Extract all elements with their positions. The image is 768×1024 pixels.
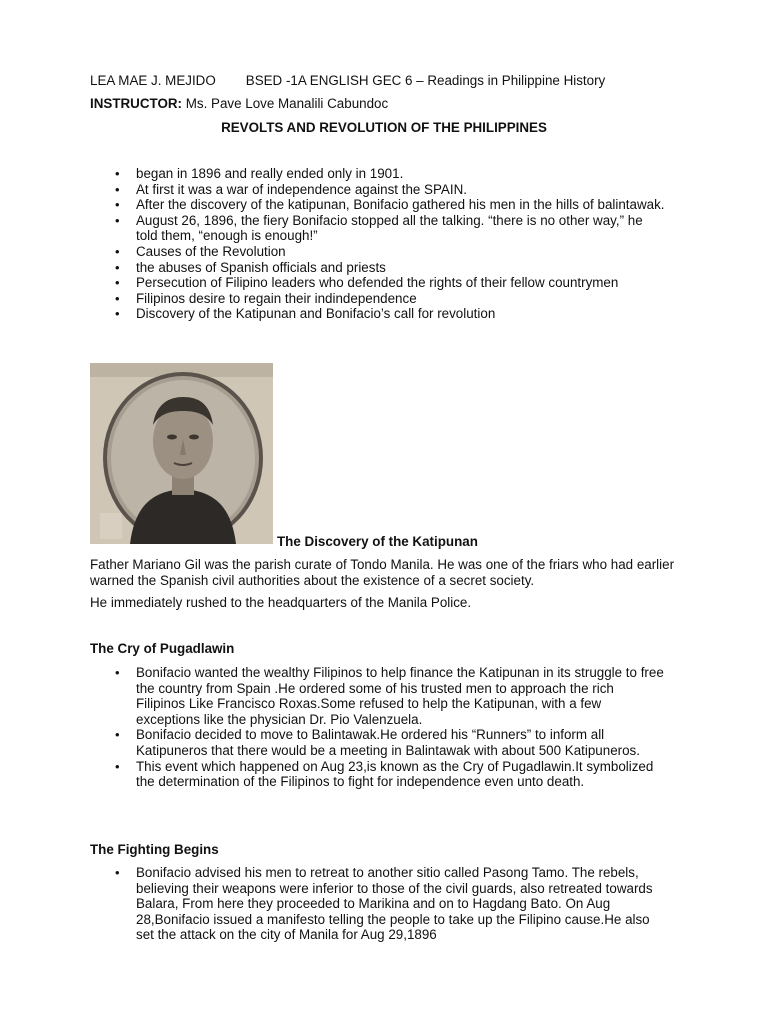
header-line xyxy=(90,73,605,89)
list-item: • August 26, 1896, the fiery Bonifacio stopped all the talking. “there is no other way,” he told them, “enough is enough!” xyxy=(0,213,666,244)
author-name: LEA MAE J. MEJIDO xyxy=(90,73,216,88)
list-item: • After the discovery of the katipunan, Bonifacio gathered his men in the hills of balintawak. xyxy=(0,197,666,213)
course-title: BSED -1A ENGLISH GEC 6 – Readings in Philippine History xyxy=(245,73,606,88)
document-title: REVOLTS AND REVOLUTION OF THE PHILIPPINES xyxy=(221,120,547,135)
list-item: • Discovery of the Katipunan and Bonifacio’s call for revolution xyxy=(0,306,666,322)
list-item: • Bonifacio decided to move to Balintawak.He ordered his “Runners” to inform all Katipuneros that there would be a meeting in Balintawak with about 500 Katipuneros. xyxy=(0,727,666,758)
section-heading-discovery: The Discovery of the Katipunan xyxy=(277,534,478,549)
list-item: • At first it was a war of independence against the SPAIN. xyxy=(0,182,666,198)
instructor-label: INSTRUCTOR: xyxy=(90,96,182,111)
list-item: • Bonifacio advised his men to retreat to another sitio called Pasong Tamo. The rebels, believing their weapons were inferior to those of the civil guards, also retreated towards Balara, From here they proceeded to Marikina and on to Hagdang Bato. On Aug 28,Bonifacio issued a manifesto telling the people to take up the Filipino cause.He also set the attack on the city of Manila for Aug 29,1896 xyxy=(0,865,666,943)
intro-bullet-list xyxy=(0,166,666,322)
list-item: • Bonifacio wanted the wealthy Filipinos to help finance the Katipunan in its struggle to free the country from Spain .He ordered some of his trusted men to approach the rich Filipinos Like Francisco Roxas.Some refused to help the Katipunan, with a few exceptions like the physician Dr. Pio Valenzuela. xyxy=(0,665,666,727)
list-item: • Causes of the Revolution xyxy=(0,244,666,260)
portrait-photo-icon xyxy=(90,363,273,544)
instructor-name: Ms. Pave Love Manalili Cabundoc xyxy=(182,96,389,111)
fighting-bullet-list xyxy=(0,865,666,943)
cry-bullet-list xyxy=(0,665,666,790)
paragraph: He immediately rushed to the headquarters of the Manila Police. xyxy=(90,595,472,610)
list-item: • the abuses of Spanish officials and priests xyxy=(0,260,666,276)
section-heading-cry: The Cry of Pugadlawin xyxy=(90,641,235,656)
list-item: • Persecution of Filipino leaders who defended the rights of their fellow countrymen xyxy=(0,275,666,291)
list-item: • This event which happened on Aug 23,is known as the Cry of Pugadlawin.It symbolized the determination of the Filipinos to fight for independence even unto death. xyxy=(0,759,666,790)
paragraph: Father Mariano Gil was the parish curate of Tondo Manila. He was one of the friars who had earlier warned the Spanish civil authorities about the existence of a secret society. xyxy=(90,557,675,588)
section-heading-fighting: The Fighting Begins xyxy=(90,842,219,857)
list-item: • Filipinos desire to regain their indindependence xyxy=(0,291,666,307)
instructor-line xyxy=(90,96,388,112)
portrait-photo xyxy=(90,363,273,544)
list-item: • began in 1896 and really ended only in 1901. xyxy=(0,166,666,182)
